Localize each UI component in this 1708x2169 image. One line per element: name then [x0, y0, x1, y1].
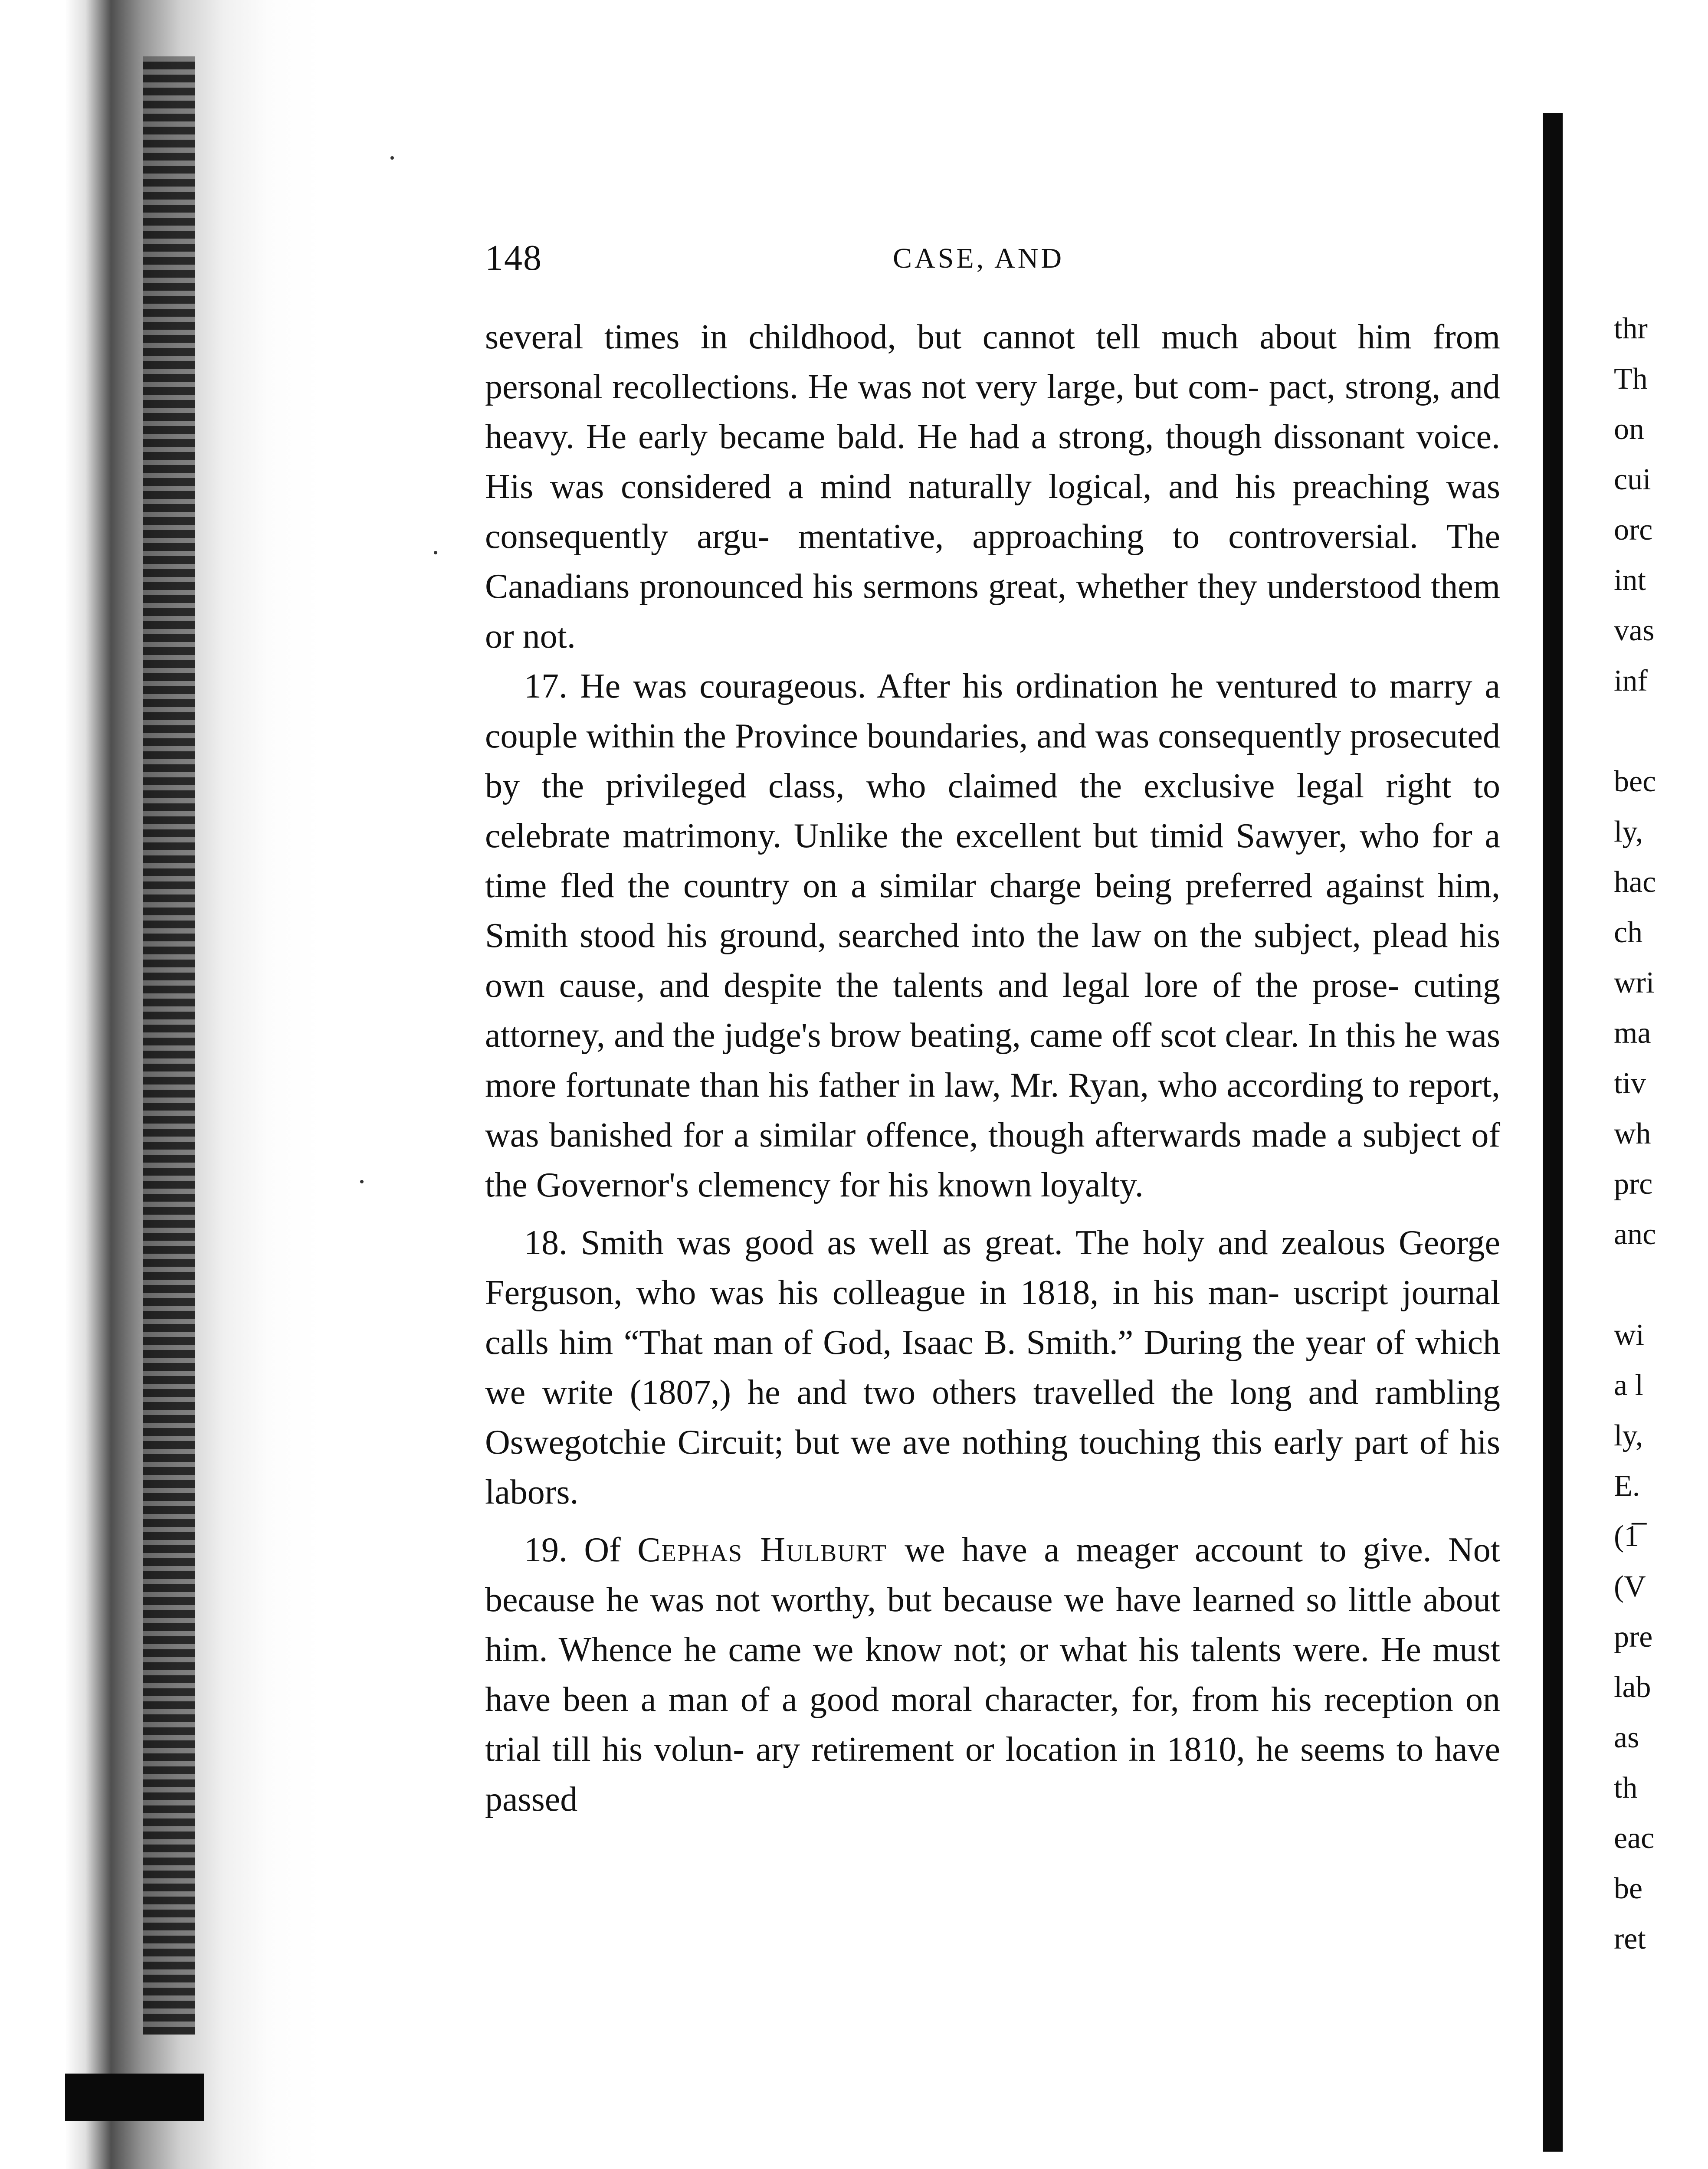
fragment-line: (V — [1614, 1570, 1646, 1603]
paragraph-17 — [485, 662, 1500, 1210]
text-line: cuting attorney, and the judge's brow beating, came off scot — [485, 967, 1500, 1055]
scan-speck — [360, 1180, 364, 1183]
fragment-line: lab — [1614, 1671, 1651, 1704]
text-line: clear. In this he was more fortunate than his father in law, — [485, 1016, 1500, 1104]
text-line: learned so little about him. Whence he came we know not; or — [485, 1581, 1500, 1669]
text-line: 17. He was courageous. After his ordination he ventured — [524, 667, 1350, 705]
fragment-line: prc — [1614, 1167, 1653, 1201]
fragment-line — [1614, 706, 1701, 757]
text-line: 18. Smith was good as well as great. The holy and zealous — [524, 1224, 1399, 1262]
binding-corner — [65, 2074, 204, 2121]
text-line: pronounced his sermons great, whether they understood them — [639, 567, 1500, 606]
text-line: his ground, searched into the law on the subject, plead his — [667, 917, 1501, 955]
scan-speck — [390, 156, 394, 160]
fragment-line: ly, — [1614, 1419, 1643, 1452]
text-line: on a similar charge being preferred against him, Smith stood — [485, 867, 1501, 955]
text-line: ary retirement or location in 1810, he seems to have passed — [485, 1730, 1500, 1818]
text-line: to marry a couple within the Province boundaries, and was — [485, 667, 1501, 755]
page-header — [485, 234, 1505, 282]
fragment-line: wh — [1614, 1117, 1651, 1150]
text-line: excellent but timid Sawyer, who for a time fled the country — [485, 817, 1501, 905]
page-number: 148 — [485, 238, 542, 278]
fragment-line: a l — [1614, 1369, 1644, 1402]
text-line: the exclusive legal right to celebrate matrimony. Unlike the — [485, 767, 1500, 855]
text-line: George Ferguson, who was his colleague in 1818, in his man- — [485, 1224, 1500, 1312]
facing-page-fragments — [1614, 304, 1701, 1964]
page-body — [485, 312, 1500, 1825]
fragment-line: thr — [1614, 312, 1648, 345]
fragment-line: inf — [1614, 664, 1648, 698]
fragment-line — [1614, 1260, 1701, 1310]
fragment-line: be — [1614, 1872, 1643, 1905]
text-line: During the year of which we write (1807,) he and two others — [485, 1324, 1500, 1412]
fragment-line: cui — [1614, 463, 1651, 496]
fragment-line: hac — [1614, 865, 1656, 899]
text-line: strong, though dissonant voice. His was considered a mind — [485, 418, 1500, 506]
text-line: pact, strong, and heavy. He early became bald. He had a — [485, 368, 1500, 456]
fragment-line: E. — [1614, 1469, 1640, 1503]
text-line: mentative, approaching to controversial. The Canadians — [485, 518, 1501, 606]
text-line: uscript journal calls him “That man of God, Isaac B. Smith.” — [485, 1274, 1500, 1362]
fragment-line: as — [1614, 1721, 1639, 1754]
text-line: give. Not because he was not worthy, but because we have — [485, 1531, 1501, 1619]
text-line: we have a meager account to — [905, 1531, 1363, 1569]
text-line: consequently prosecuted by the privileged class, who claimed — [485, 717, 1500, 805]
paragraph-18 — [485, 1218, 1500, 1517]
fragment-line: ma — [1614, 1016, 1651, 1050]
fragment-line: ret — [1614, 1922, 1646, 1956]
text-line: clemency for his known loyalty. — [697, 1166, 1144, 1204]
fragment-line: wi — [1614, 1318, 1644, 1352]
fragment-line: bec — [1614, 765, 1656, 798]
text-line: several times in childhood, but cannot tell much about him — [485, 318, 1433, 356]
text-line: 19. Of — [524, 1531, 638, 1569]
text-line: offence, though afterwards made a subject of the Governor's — [485, 1116, 1501, 1204]
text-line: travelled the long and rambling Oswegotchie Circuit; but we — [485, 1373, 1501, 1461]
fragment-line: wri — [1614, 966, 1655, 999]
page-separator-bar — [1543, 113, 1563, 2152]
text-line: ave nothing touching this early part of his labors. — [485, 1423, 1500, 1511]
text-line: moral character, for, from his reception on trial till his volun- — [485, 1681, 1500, 1769]
text-line: what his talents were. He must have been a man of a good — [485, 1631, 1500, 1719]
fragment-line: ly, — [1614, 815, 1643, 849]
paragraph-19 — [485, 1525, 1500, 1825]
text-line: or not. — [485, 617, 576, 655]
fragment-line: Th — [1614, 362, 1648, 396]
scan-speck — [434, 551, 437, 554]
text-line: from personal recollections. He was not very large, but com- — [485, 318, 1500, 406]
fragment-line: tiv — [1614, 1067, 1646, 1100]
binding-edge — [143, 56, 195, 2035]
fragment-line: anc — [1614, 1218, 1656, 1251]
fragment-line: th — [1614, 1771, 1638, 1805]
fragment-line: orc — [1614, 513, 1653, 547]
fragment-line: on — [1614, 413, 1644, 446]
fragment-line: int — [1614, 564, 1646, 597]
running-head: CASE, AND — [893, 242, 1065, 274]
fragment-line: (1̅ — [1614, 1520, 1639, 1553]
text-line: own cause, and despite the talents and legal lore of the prose- — [485, 967, 1414, 1005]
fragment-line: pre — [1614, 1620, 1653, 1654]
person-name: Cephas Hulburt — [637, 1531, 905, 1569]
text-line: Mr. Ryan, who according to report, was banished for a similar — [485, 1066, 1501, 1154]
paragraph-continuation — [485, 312, 1500, 662]
fragment-line: ch — [1614, 916, 1643, 949]
fragment-line: vas — [1614, 614, 1655, 647]
text-line: naturally logical, and his preaching was consequently argu- — [485, 468, 1501, 556]
fragment-line: eac — [1614, 1822, 1655, 1855]
